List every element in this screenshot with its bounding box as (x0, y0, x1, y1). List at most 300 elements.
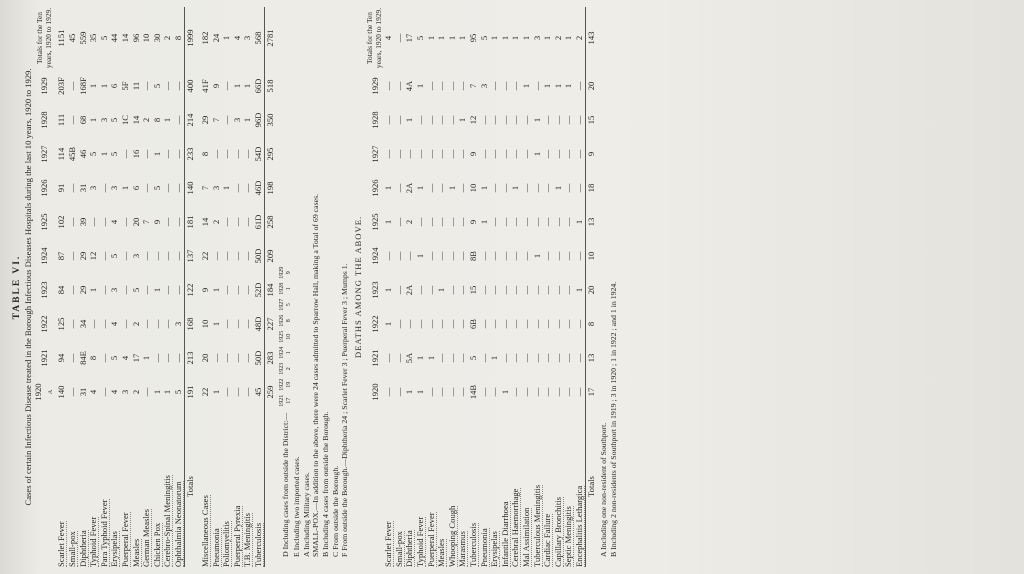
cell: — (88, 217, 99, 227)
cell: — (231, 319, 242, 329)
cell: — (66, 115, 77, 125)
cell: 8 (200, 151, 211, 157)
cell: 114 (56, 147, 67, 161)
cell: — (563, 149, 574, 159)
row-label (563, 409, 574, 567)
cell: — (552, 217, 563, 227)
cell: — (231, 353, 242, 363)
table-row (404, 7, 415, 567)
cell: — (393, 217, 404, 227)
year-header: 1922 (39, 315, 50, 333)
cell: 203F (56, 77, 67, 95)
cell: 17 (585, 375, 596, 409)
cell: 34 (77, 319, 88, 329)
cell: 48D (253, 316, 264, 332)
row-label (173, 409, 184, 567)
row-label-text: Miscellaneous Cases (200, 495, 211, 567)
row-label-text: Cardiac Failure (542, 513, 553, 567)
cell: 11 (130, 81, 141, 91)
cell: — (563, 285, 574, 295)
cell: 1 (478, 185, 489, 191)
cell: 191 (184, 375, 195, 409)
cell: — (242, 353, 253, 363)
cell: — (231, 251, 242, 261)
cell: — (231, 217, 242, 227)
cell: 8B (467, 250, 478, 262)
cell: — (393, 149, 404, 159)
row-label-text: Measles (130, 538, 141, 567)
row-label (99, 409, 110, 567)
cell: 102 (56, 215, 67, 229)
cell: 122 (184, 273, 195, 307)
cell: — (393, 251, 404, 261)
row-label (521, 409, 532, 567)
table-row (510, 7, 521, 567)
cell: 1 (210, 287, 221, 293)
row-label-text: Measles (436, 538, 447, 567)
cell: 184 (264, 273, 275, 307)
cell: — (66, 319, 77, 329)
cell: 1 (542, 83, 553, 89)
row-label-text: Scarlet Fever (383, 521, 394, 567)
cell: — (499, 353, 510, 363)
row-total: 1 (489, 35, 500, 41)
row-label (141, 409, 152, 567)
cell: — (573, 353, 584, 363)
cell: — (520, 183, 531, 193)
cell: 7 (200, 185, 211, 191)
row-label-text: Typhoid Fever (88, 516, 99, 567)
cell: — (457, 149, 468, 159)
cell: — (210, 353, 221, 363)
cell: 5 (109, 117, 120, 123)
cell: — (98, 217, 109, 227)
row-total: 2 (162, 35, 173, 41)
cell: 181 (184, 205, 195, 239)
cell: — (552, 319, 563, 329)
cell: — (172, 115, 183, 125)
year-header: 1920 (369, 383, 380, 401)
cell: 518 (264, 69, 275, 103)
cell: 2 (210, 219, 221, 225)
cell: — (531, 353, 542, 363)
cell: — (404, 149, 415, 159)
cell: — (499, 149, 510, 159)
cell: — (446, 387, 457, 397)
cell: 9 (467, 219, 478, 225)
row-label (221, 409, 232, 567)
row-total: 2781 (264, 7, 275, 69)
table-row (532, 7, 543, 567)
cell: 1 (242, 83, 253, 89)
row-label (152, 409, 163, 567)
cell: 5 (130, 287, 141, 293)
cell: 3 (109, 185, 120, 191)
row-label-text: Typhoid Fever (415, 516, 425, 567)
table-row (200, 7, 211, 567)
cell: — (383, 81, 394, 91)
tb-note-count: 17 (285, 397, 292, 404)
cell: 4 (109, 219, 120, 225)
row-total: 3 (531, 35, 542, 41)
cell: — (510, 251, 521, 261)
cell: — (520, 387, 531, 397)
table-row (479, 7, 490, 567)
row-label-text: Puerperal Fever (119, 512, 130, 567)
cell: 1 (162, 117, 173, 123)
cell: 1 (88, 287, 99, 293)
cell: — (436, 387, 447, 397)
cell: 1 (552, 185, 563, 191)
misc-body (200, 7, 264, 567)
cell: — (552, 149, 563, 159)
tb-note-count: 10 (285, 333, 292, 340)
cell: 15 (467, 285, 478, 295)
cell: 16 (130, 149, 141, 159)
row-label (457, 409, 468, 567)
year-header: 1923 (369, 281, 380, 299)
cell: — (510, 81, 521, 91)
row-total: 17 (404, 33, 415, 43)
row-label-text: Diphtheria (404, 530, 415, 567)
year-header: 1921 (369, 349, 380, 367)
year-mark: A (47, 389, 54, 395)
table-row (109, 7, 120, 567)
cell: — (221, 217, 232, 227)
year-header: 1926 (39, 179, 50, 197)
cell: 3 (478, 83, 489, 89)
cell: — (172, 251, 183, 261)
cell: 39 (77, 217, 88, 227)
cell: 1 (383, 321, 394, 327)
cell: 50D (253, 350, 264, 366)
cell: — (393, 387, 404, 397)
row-label-text: Small-pox (393, 531, 404, 567)
cell: 1 (151, 151, 162, 157)
tb-note-pair (279, 283, 292, 295)
cell: — (162, 285, 173, 295)
cell: — (552, 251, 563, 261)
cell: 5 (88, 151, 99, 157)
tb-note-years (279, 263, 292, 407)
tb-note-count: 8 (285, 319, 292, 323)
cell: — (242, 217, 253, 227)
cell: — (563, 217, 574, 227)
year-header: 1929 (369, 77, 380, 95)
cell: 1 (531, 117, 542, 123)
cell: 3 (172, 321, 183, 327)
cell: 10 (585, 239, 596, 273)
cell: 10 (200, 319, 211, 329)
table-row (173, 7, 184, 567)
table-row (415, 7, 426, 567)
cell: — (446, 217, 457, 227)
cell: 1 (383, 219, 394, 225)
cell: 1 (520, 83, 531, 89)
cell: 13 (585, 205, 596, 239)
cell: 91 (56, 183, 67, 193)
row-total: 10 (141, 33, 152, 43)
tb-note-year: 1927 (279, 298, 286, 311)
row-label-text: Erysipelas (109, 531, 120, 567)
cell: — (457, 387, 468, 397)
table-row (232, 7, 243, 567)
footnote: B Including 4 cases from outside the Borough. (321, 411, 331, 557)
cell: — (573, 81, 584, 91)
row-total: 5 (478, 35, 489, 41)
tb-note-year: 1922 (279, 378, 286, 391)
row-label-text: T.B. Meningitis (242, 512, 253, 567)
cell: — (393, 183, 404, 193)
cell: — (489, 149, 500, 159)
cell: 5 (151, 83, 162, 89)
death-notes (599, 7, 618, 567)
cell: 1 (510, 185, 521, 191)
cell: — (542, 149, 553, 159)
cell: 52D (253, 282, 264, 298)
cell: — (119, 251, 130, 261)
cell: — (172, 81, 183, 91)
table-row (141, 7, 152, 567)
row-total: 8 (172, 35, 183, 41)
cell: 140 (56, 385, 67, 399)
cell: 1 (162, 389, 173, 395)
cell: 283 (264, 341, 275, 375)
row-label (532, 409, 543, 567)
row-label (479, 409, 490, 567)
label-header (33, 409, 56, 567)
row-label (489, 409, 500, 567)
totals-header: Totals for the Ten years, 1920 to 1929. (365, 7, 383, 69)
cell: — (573, 251, 584, 261)
cell: — (446, 285, 457, 295)
cell: — (457, 353, 468, 363)
cell: — (552, 285, 563, 295)
cell: 2 (130, 321, 141, 327)
cell: — (66, 353, 77, 363)
footnote: C From outside the Borough. (330, 465, 340, 557)
cell: — (446, 81, 457, 91)
cell: — (542, 115, 553, 125)
cell: — (425, 217, 436, 227)
deaths-totals-row (585, 7, 596, 567)
cell: — (242, 183, 253, 193)
table-row (447, 7, 458, 567)
cell: 20 (130, 217, 141, 227)
cell: 125 (56, 317, 67, 331)
cell: — (520, 115, 531, 125)
row-total: 96 (130, 33, 141, 43)
footnote: E Including two imported cases. (292, 456, 302, 557)
row-label (500, 409, 511, 567)
cell: — (98, 353, 109, 363)
table-row (242, 7, 253, 567)
cell: — (162, 149, 173, 159)
table-row (88, 7, 99, 567)
cell: 259 (264, 375, 275, 409)
row-total: 1 (520, 35, 531, 41)
cell: — (221, 115, 232, 125)
cell: — (231, 285, 242, 295)
tb-note: D Including cases from outside the District:— 1921 17 1922 19 1923 2 1924 1 1925 10 1926 8 1927 5 1928 1 1929 9 (279, 7, 292, 567)
cell: — (478, 319, 489, 329)
year-header: 1928 (369, 111, 380, 129)
row-label-text: Tuberculous Meningitis (531, 484, 542, 567)
rotated-page (12, 7, 1012, 567)
cell: 2 (404, 219, 415, 225)
cell: 1 (221, 185, 232, 191)
cell: 87 (56, 251, 67, 261)
cell: — (531, 319, 542, 329)
row-label-text: Poliomyelitis (221, 521, 232, 567)
cell: 1 (151, 287, 162, 293)
table-row (99, 7, 110, 567)
cell: — (436, 319, 447, 329)
cell: 45 (253, 387, 264, 397)
cell: — (242, 251, 253, 261)
table-row (500, 7, 511, 567)
cell: — (542, 387, 553, 397)
cell: — (499, 81, 510, 91)
cell: 15 (585, 103, 596, 137)
cell: 3 (130, 253, 141, 259)
cell: — (478, 251, 489, 261)
row-total: 1 (563, 35, 574, 41)
cell: — (542, 251, 553, 261)
cell: — (88, 319, 99, 329)
tb-note-pair (279, 299, 292, 311)
cell: 1 (531, 151, 542, 157)
cell: 233 (184, 137, 195, 171)
cell: 22 (200, 251, 211, 261)
cell: 1 (210, 321, 221, 327)
cell: 168 (184, 307, 195, 341)
year-header: 1924 (39, 247, 50, 265)
row-total: 4 (231, 35, 242, 41)
row-label-text: Septic Meningitis (563, 506, 574, 567)
cell: 41F (200, 79, 211, 93)
table-row (78, 7, 89, 567)
cell: — (119, 149, 130, 159)
footnote: SMALL-POX.—In addition to the above, there were 24 cases admitted to Sparrow Hall, making a Total of 69 cases. (311, 193, 321, 557)
cell: 5A (404, 352, 415, 364)
cell: — (393, 353, 404, 363)
row-label-text: Infantile Diarrhoea (499, 501, 510, 567)
row-label (415, 409, 426, 567)
cases-totals-row (184, 7, 195, 567)
row-label (200, 409, 211, 567)
cell: — (172, 285, 183, 295)
row-label-text: Puerperal Pyrexia (231, 505, 242, 567)
cell: — (415, 319, 425, 329)
cell: — (141, 387, 152, 397)
cell: — (531, 387, 542, 397)
row-label (553, 409, 564, 567)
cell: 227 (264, 307, 275, 341)
cell: — (242, 285, 253, 295)
cell: — (520, 319, 531, 329)
cell: — (499, 251, 510, 261)
cell: 4 (109, 389, 120, 395)
cell: — (436, 149, 447, 159)
cell: 1 (151, 389, 162, 395)
cell: — (531, 183, 542, 193)
tb-note-count: 19 (285, 381, 292, 388)
cell: — (425, 183, 436, 193)
grand-totals-body (264, 7, 275, 567)
row-label-text: Cerebral Haemorrhage (510, 488, 521, 567)
tb-note-pair (279, 315, 292, 327)
tb-note-count: 9 (285, 271, 292, 275)
cell: — (489, 251, 500, 261)
cell: 1 (383, 185, 394, 191)
cell: 3 (109, 287, 120, 293)
cell: — (151, 251, 162, 261)
cell: — (552, 115, 563, 125)
cell: — (573, 149, 584, 159)
table-row (574, 7, 585, 567)
cell: 140 (184, 171, 195, 205)
row-total: 1 (446, 35, 457, 41)
cell: — (172, 149, 183, 159)
cell: — (425, 81, 436, 91)
row-label-text: Tuberculosis (253, 522, 264, 567)
year-header: 1925 (39, 213, 50, 231)
cell: 1 (210, 389, 221, 395)
cell: — (499, 285, 510, 295)
table-row (253, 7, 264, 567)
table-row (131, 7, 142, 567)
cell: 1 (404, 389, 415, 395)
row-total: 1 (425, 35, 436, 41)
cell: 1 (563, 83, 574, 89)
cell: — (542, 285, 553, 295)
cell: — (499, 319, 510, 329)
cell: 5 (172, 389, 183, 395)
cell: — (210, 149, 221, 159)
cell: — (563, 319, 574, 329)
row-total: 3 (242, 35, 253, 41)
cell: — (119, 285, 130, 295)
row-label (253, 409, 264, 567)
cell: — (457, 251, 468, 261)
cell: — (531, 81, 542, 91)
row-total: 568 (253, 31, 264, 45)
cell: 1 (415, 185, 425, 191)
row-label: Totals (585, 409, 596, 567)
cell: — (520, 217, 531, 227)
cell: — (499, 217, 510, 227)
cell: — (98, 285, 109, 295)
cell: — (436, 81, 447, 91)
cell: 1 (415, 355, 425, 361)
cell: 3 (88, 185, 99, 191)
row-total: 45 (66, 33, 77, 43)
cell: — (446, 251, 457, 261)
cell: — (489, 115, 500, 125)
cell: 8 (151, 117, 162, 123)
cell: — (242, 387, 253, 397)
cell: — (221, 81, 232, 91)
cell: — (436, 217, 447, 227)
cell: 137 (184, 239, 195, 273)
cell: — (520, 353, 531, 363)
year-header: 1929 (39, 77, 50, 95)
row-label (67, 409, 78, 567)
cell: — (141, 251, 152, 261)
row-label (510, 409, 521, 567)
cell: — (573, 387, 584, 397)
